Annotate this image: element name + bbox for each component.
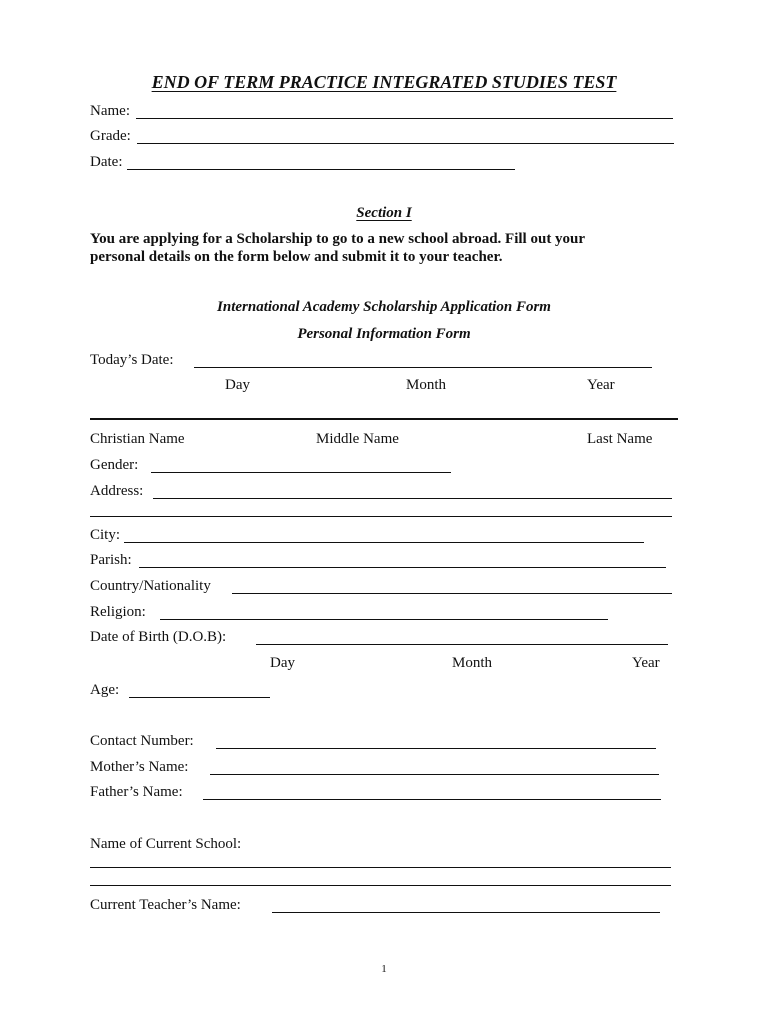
country-field[interactable] [236, 576, 668, 592]
religion-line [160, 619, 608, 620]
address-field-1[interactable] [157, 481, 668, 497]
christian-name-caption: Christian Name [90, 431, 185, 447]
todays-date-field[interactable] [198, 350, 648, 366]
grade-field[interactable] [141, 126, 671, 142]
gender-label: Gender: [90, 457, 139, 473]
mothers-name-label: Mother’s Name: [90, 759, 189, 775]
religion-label: Religion: [90, 604, 146, 620]
todays-date-label: Today’s Date: [90, 352, 174, 368]
todays-date-year-caption: Year [587, 377, 615, 393]
todays-date-line [194, 367, 652, 368]
current-school-field-2[interactable] [94, 868, 667, 884]
form-subtitle: Personal Information Form [297, 326, 471, 342]
age-line [129, 697, 270, 698]
city-field[interactable] [128, 525, 640, 541]
document-title: END OF TERM PRACTICE INTEGRATED STUDIES TEST [151, 72, 617, 92]
current-school-field-1[interactable] [94, 850, 667, 866]
gender-line [151, 472, 451, 473]
city-line [124, 542, 644, 543]
date-field[interactable] [131, 152, 511, 168]
address-label: Address: [90, 483, 144, 499]
todays-date-month-caption: Month [406, 377, 447, 393]
mothers-name-line [210, 774, 659, 775]
name-field[interactable] [140, 101, 670, 117]
current-teacher-field[interactable] [276, 895, 656, 911]
parish-label: Parish: [90, 552, 132, 568]
middle-name-caption: Middle Name [316, 431, 399, 447]
grade-line [137, 143, 674, 144]
current-teacher-line [272, 912, 660, 913]
fathers-name-label: Father’s Name: [90, 784, 183, 800]
section-heading: Section I [356, 205, 412, 221]
full-name-field[interactable] [92, 400, 674, 416]
name-label: Name: [90, 103, 130, 119]
city-label: City: [90, 527, 121, 543]
dob-line [256, 644, 668, 645]
parish-field[interactable] [143, 550, 662, 566]
dob-label: Date of Birth (D.O.B): [90, 629, 227, 645]
dob-field[interactable] [260, 627, 664, 643]
current-school-line-2 [90, 885, 671, 886]
dob-day-caption: Day [270, 655, 295, 671]
country-label: Country/Nationality [90, 578, 211, 594]
age-field[interactable] [133, 680, 266, 696]
address-field-2[interactable] [94, 499, 668, 515]
date-label: Date: [90, 154, 123, 170]
parish-line [139, 567, 666, 568]
fathers-name-line [203, 799, 661, 800]
dob-month-caption: Month [452, 655, 493, 671]
todays-date-day-caption: Day [225, 377, 250, 393]
mothers-name-field[interactable] [214, 757, 655, 773]
address-line-2 [90, 516, 672, 517]
current-teacher-label: Current Teacher’s Name: [90, 897, 241, 913]
current-school-label: Name of Current School: [90, 836, 242, 852]
date-line [127, 169, 515, 170]
contact-number-field[interactable] [220, 731, 652, 747]
fathers-name-field[interactable] [207, 782, 657, 798]
contact-number-line [216, 748, 656, 749]
contact-number-label: Contact Number: [90, 733, 194, 749]
gender-field[interactable] [155, 455, 447, 471]
last-name-caption: Last Name [587, 431, 653, 447]
religion-field[interactable] [164, 602, 604, 618]
instructions-line-1: You are applying for a Scholarship to go to a new school abroad. Fill out your [90, 231, 586, 247]
country-line [232, 593, 672, 594]
page-number: 1 [381, 963, 387, 975]
instructions-line-2: personal details on the form below and submit it to your teacher. [90, 249, 503, 265]
dob-year-caption: Year [632, 655, 660, 671]
full-name-line [90, 418, 678, 420]
grade-label: Grade: [90, 128, 131, 144]
form-title: International Academy Scholarship Application Form [217, 299, 551, 315]
age-label: Age: [90, 682, 120, 698]
name-line [136, 118, 673, 119]
